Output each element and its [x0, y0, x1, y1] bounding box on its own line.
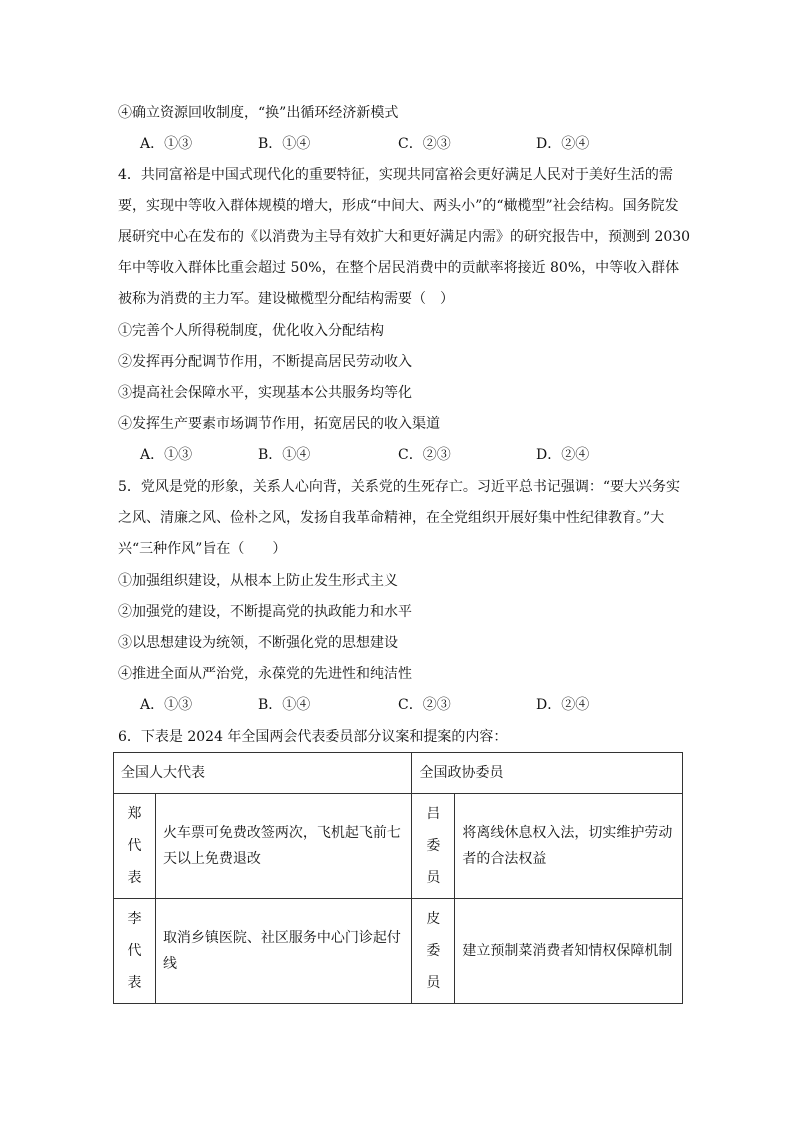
q3-option-a[interactable]: A．①③ — [140, 136, 193, 152]
table-row — [114, 899, 683, 1004]
proposal-line: 建立预制菜消费者知情权保障机制 — [462, 943, 673, 959]
name-char: 委 — [426, 943, 441, 959]
q5-option-d[interactable]: D．②④ — [536, 697, 590, 713]
member-proposal-cell — [455, 899, 683, 1004]
member-proposal-cell — [455, 794, 683, 899]
q5-item-4: ④推进全面从严治党，永葆党的先进性和纯洁性 — [118, 666, 412, 682]
proposal-line: 线 — [162, 956, 177, 972]
q5-item-3: ③以思想建设为统领，不断强化党的思想建设 — [118, 635, 398, 651]
name-char: 员 — [426, 870, 441, 886]
name-char: 代 — [127, 943, 142, 959]
q4-item-2: ②发挥再分配调节作用，不断提高居民劳动收入 — [118, 354, 412, 370]
q4-stem-line: 被称为消费的主力军。建设橄榄型分配结构需要（ ） — [118, 291, 454, 307]
q4-item-3: ③提高社会保障水平，实现基本公共服务均等化 — [118, 385, 412, 401]
q5-stem-line: 之风、清廉之风、俭朴之风，发扬自我革命精神，在全党组织开展好集中性纪律教育。”大 — [118, 510, 665, 526]
deputy-name-cell — [114, 794, 156, 899]
q4-option-d[interactable]: D．②④ — [536, 447, 590, 463]
name-char: 委 — [426, 838, 441, 854]
proposal-line: 取消乡镇医院、社区服务中心门诊起付 — [162, 930, 401, 946]
q5-item-2: ②加强党的建设，不断提高党的执政能力和水平 — [118, 604, 412, 620]
deputy-proposal-cell — [155, 899, 412, 1004]
header-npc-deputies: 全国人大代表 — [114, 753, 412, 794]
deputy-name-cell — [114, 899, 156, 1004]
q4-options — [140, 445, 700, 465]
q3-option-b[interactable]: B．①④ — [258, 136, 311, 152]
proposal-line: 将离线休息权入法，切实维护劳动 — [462, 825, 673, 841]
q5-stem-line: 兴“三种作风”旨在（ ） — [118, 541, 287, 557]
name-char: 郑 — [127, 806, 142, 822]
q3-options — [140, 134, 700, 154]
q5-item-1: ①加强组织建设，从根本上防止发生形式主义 — [118, 573, 398, 589]
q3-item-4: ④确立资源回收制度，“换”出循环经济新模式 — [118, 105, 399, 121]
table-row — [114, 794, 683, 899]
q5-option-a[interactable]: A．①③ — [140, 697, 193, 713]
q4-stem-line: 4．共同富裕是中国式现代化的重要特征，实现共同富裕会更好满足人民对于美好生活的需 — [118, 167, 673, 183]
proposal-line: 者的合法权益 — [462, 851, 547, 867]
q5-option-b[interactable]: B．①④ — [258, 697, 311, 713]
name-char: 表 — [127, 870, 142, 886]
q6-stem: 6．下表是 2024 年全国两会代表委员部分议案和提案的内容： — [118, 729, 508, 745]
name-char: 员 — [426, 975, 441, 991]
header-cppcc-members: 全国政协委员 — [412, 753, 683, 794]
q5-stem — [118, 472, 686, 565]
proposals-table — [113, 752, 683, 1004]
name-char: 吕 — [426, 806, 441, 822]
q4-item-1: ①完善个人所得税制度，优化收入分配结构 — [118, 323, 384, 339]
q4-option-c[interactable]: C．②③ — [398, 447, 451, 463]
deputy-proposal-cell — [155, 794, 412, 899]
q3-option-d[interactable]: D．②④ — [536, 136, 590, 152]
q4-stem-line: 年中等收入群体比重会超过 50%，在整个居民消费中的贡献率将接近 80%，中等收入群体 — [118, 260, 680, 276]
proposal-line: 火车票可免费改签两次，飞机起飞前七 — [162, 825, 401, 841]
q4-option-b[interactable]: B．①④ — [258, 447, 311, 463]
q3-option-c[interactable]: C．②③ — [398, 136, 451, 152]
name-char: 代 — [127, 838, 142, 854]
name-char: 李 — [127, 911, 142, 927]
q4-option-a[interactable]: A．①③ — [140, 447, 193, 463]
q5-options — [140, 695, 700, 715]
member-name-cell — [412, 899, 455, 1004]
q4-stem-line: 展研究中心在发布的《以消费为主导有效扩大和更好满足内需》的研究报告中，预测到 2030 — [118, 229, 691, 245]
q5-stem-line: 5．党风是党的形象，关系人心向背，关系党的生死存亡。习近平总书记强调：“要大兴务实 — [118, 479, 681, 495]
table-header-row — [114, 753, 683, 794]
q4-item-4: ④发挥生产要素市场调节作用，拓宽居民的收入渠道 — [118, 416, 440, 432]
q4-stem-line: 要，实现中等收入群体规模的增大，形成“中间大、两头小”的“橄榄型”社会结构。国务院发 — [118, 198, 679, 214]
name-char: 皮 — [426, 911, 441, 927]
proposal-line: 天以上免费退改 — [162, 851, 261, 867]
member-name-cell — [412, 794, 455, 899]
q4-stem — [118, 160, 691, 315]
q5-option-c[interactable]: C．②③ — [398, 697, 451, 713]
name-char: 表 — [127, 975, 142, 991]
